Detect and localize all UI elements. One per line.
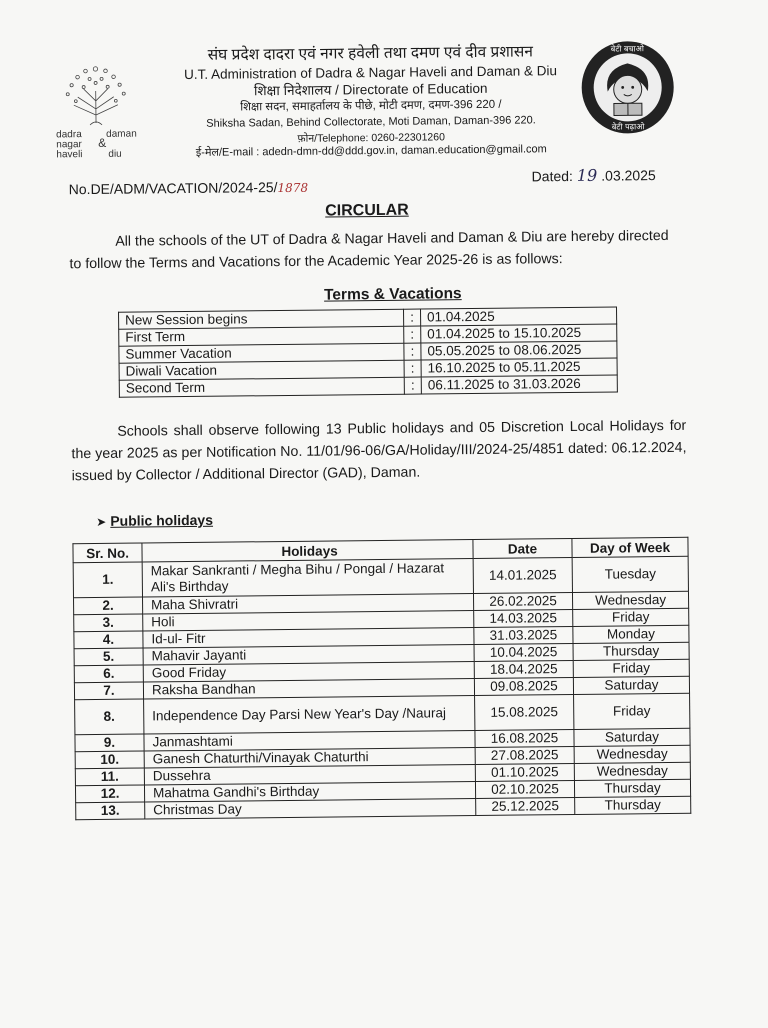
holiday-name: Mahatma Gandhi's Birthday xyxy=(144,782,475,802)
holiday-date: 16.08.2025 xyxy=(475,729,574,747)
holiday-day: Wednesday xyxy=(574,745,690,763)
term-value: 01.04.2025 xyxy=(421,307,617,326)
reference-prefix: No.DE/ADM/VACATION/2024-25/ xyxy=(69,179,278,197)
holiday-name: Ganesh Chaturthi/Vinayak Chaturthi xyxy=(144,748,475,768)
logo-text-amp: & xyxy=(98,136,106,150)
dated-rest: .03.2025 xyxy=(601,167,656,184)
term-label: Second Term xyxy=(119,377,404,397)
holiday-date: 27.08.2025 xyxy=(475,746,574,764)
terms-table xyxy=(118,307,618,398)
header-sr-no: Sr. No. xyxy=(73,543,142,563)
term-separator: : xyxy=(404,343,421,360)
logo-text-dadra: dadra xyxy=(56,129,82,140)
term-separator: : xyxy=(404,377,421,394)
holiday-date: 15.08.2025 xyxy=(475,694,574,730)
holiday-day: Thursday xyxy=(575,796,691,814)
holiday-day: Monday xyxy=(573,625,689,643)
holiday-date: 18.04.2025 xyxy=(474,660,573,678)
holiday-sr-no: 4. xyxy=(74,631,143,649)
public-holidays-heading xyxy=(96,512,213,529)
holiday-name: Maha Shivratri xyxy=(143,594,474,614)
term-label: New Session begins xyxy=(119,309,404,329)
header-day-of-week: Day of Week xyxy=(572,537,688,557)
header-directorate: शिक्षा निदेशालय / Directorate of Education xyxy=(156,80,586,100)
header-hindi-address: शिक्षा सदन, समाहर्तालय के पीछे, मोटी दमण, दमण-396 220 / xyxy=(156,98,586,116)
holiday-date: 14.03.2025 xyxy=(474,609,573,627)
reference-number xyxy=(69,179,308,198)
holiday-sr-no: 11. xyxy=(75,768,144,786)
holiday-name: Makar Sankranti / Megha Bihu / Pongal / Hazarat Ali's Birthday xyxy=(142,559,473,597)
header-date: Date xyxy=(473,538,572,558)
holiday-date: 02.10.2025 xyxy=(475,780,574,798)
holiday-name: Janmashtami xyxy=(144,731,475,751)
holiday-sr-no: 8. xyxy=(75,699,144,735)
holiday-date: 31.03.2025 xyxy=(474,626,573,644)
term-value: 01.04.2025 to 15.10.2025 xyxy=(421,324,617,343)
holiday-day: Tuesday xyxy=(572,556,688,592)
holiday-sr-no: 12. xyxy=(75,785,144,803)
header-hindi-admin: संघ प्रदेश दादरा एवं नगर हवेली तथा दमण एवं दीव प्रशासन xyxy=(155,43,585,65)
holiday-day: Thursday xyxy=(574,779,690,797)
holiday-sr-no: 5. xyxy=(74,648,143,666)
term-separator: : xyxy=(404,309,421,326)
term-label: Summer Vacation xyxy=(119,343,404,363)
dnh-dd-logo xyxy=(49,60,142,161)
holiday-name: Id-ul- Fitr xyxy=(143,628,474,648)
term-label: First Term xyxy=(119,326,404,346)
holidays-paragraph-text: Schools shall observe following 13 Public holidays and 05 Discretion Local Holidays for the year 2025 as per Notification No. 11/01/96-06/GA/Holiday/III/2024-25/4851 dated: 06.12.2024, issued by Collector / Additional Director (GAD), Daman. xyxy=(71,418,686,484)
holiday-name: Dussehra xyxy=(144,765,475,785)
holiday-day: Friday xyxy=(573,608,689,626)
holiday-sr-no: 13. xyxy=(76,802,145,820)
logo-text-haveli: haveli xyxy=(56,149,82,160)
holiday-sr-no: 6. xyxy=(74,665,143,683)
holiday-day: Saturday xyxy=(574,728,690,746)
beti-bachao-logo xyxy=(579,39,676,136)
term-value: 05.05.2025 to 08.06.2025 xyxy=(421,341,617,360)
dated-line xyxy=(532,165,656,185)
holiday-name: Independence Day Parsi New Year's Day /Nauraj xyxy=(144,696,475,734)
holiday-date: 01.10.2025 xyxy=(475,763,574,781)
holiday-name: Good Friday xyxy=(143,662,474,682)
holiday-day: Friday xyxy=(574,693,690,729)
holiday-date: 25.12.2025 xyxy=(476,797,575,815)
holidays-paragraph xyxy=(71,415,687,487)
header-email: ई-मेल/E-mail : adedn-dmn-dd@ddd.gov.in, daman.education@gmail.com xyxy=(156,143,586,160)
holiday-sr-no: 7. xyxy=(74,682,143,700)
public-holidays-label: Public holidays xyxy=(110,512,213,529)
holiday-date: 09.08.2025 xyxy=(474,677,573,695)
holiday-date: 26.02.2025 xyxy=(473,592,572,610)
holiday-sr-no: 2. xyxy=(74,597,143,615)
intro-paragraph-text: All the schools of the UT of Dadra & Nagar Haveli and Daman & Diu are hereby directed to follow the Terms and Vacations for the Academic Year 2025-26 is as follows: xyxy=(69,228,668,272)
holiday-day: Wednesday xyxy=(574,762,690,780)
holiday-sr-no: 3. xyxy=(74,614,143,632)
reference-handwritten-number: 1878 xyxy=(277,181,308,195)
holiday-name: Raksha Bandhan xyxy=(143,679,474,699)
term-separator: : xyxy=(404,326,421,343)
arrow-bullet-icon: ➤ xyxy=(96,515,106,529)
header-holidays: Holidays xyxy=(142,540,473,562)
term-value: 16.10.2025 to 05.11.2025 xyxy=(421,358,617,377)
holiday-day: Saturday xyxy=(573,676,689,694)
holiday-date: 14.01.2025 xyxy=(473,557,572,593)
term-separator: : xyxy=(404,360,421,377)
holiday-date: 10.04.2025 xyxy=(474,643,573,661)
dated-label: Dated: xyxy=(532,168,573,184)
intro-paragraph xyxy=(69,225,679,275)
holiday-sr-no: 1. xyxy=(73,562,142,598)
holiday-name: Holi xyxy=(143,611,474,631)
term-label: Diwali Vacation xyxy=(119,360,404,380)
dated-day: 19 xyxy=(573,166,602,185)
header-en-address: Shiksha Sadan, Behind Collectorate, Moti Daman, Daman-396 220. xyxy=(156,114,586,131)
logo-text-diu: diu xyxy=(108,149,121,160)
logo-text-daman: daman xyxy=(106,129,137,140)
holidays-table xyxy=(72,537,691,820)
term-value: 06.11.2025 to 31.03.2026 xyxy=(421,375,617,394)
header-phone: फ़ोन/Telephone: 0260-22301260 xyxy=(156,130,586,147)
logo-right-top-text: बेटी बचाओ xyxy=(611,43,645,53)
holiday-day: Thursday xyxy=(573,642,689,660)
logo-right-bottom-text: बेटी पढ़ाओ xyxy=(612,121,645,131)
circular-title: CIRCULAR xyxy=(0,198,737,224)
holiday-day: Wednesday xyxy=(572,591,688,609)
holiday-name: Christmas Day xyxy=(145,799,476,819)
terms-title: Terms & Vacations xyxy=(0,282,768,308)
holiday-sr-no: 9. xyxy=(75,734,144,752)
holiday-day: Friday xyxy=(573,659,689,677)
holiday-sr-no: 10. xyxy=(75,751,144,769)
header-en-admin: U.T. Administration of Dadra & Nagar Haveli and Daman & Diu xyxy=(155,63,585,83)
logo-text-nagar: nagar xyxy=(56,139,82,150)
holiday-name: Mahavir Jayanti xyxy=(143,645,474,665)
